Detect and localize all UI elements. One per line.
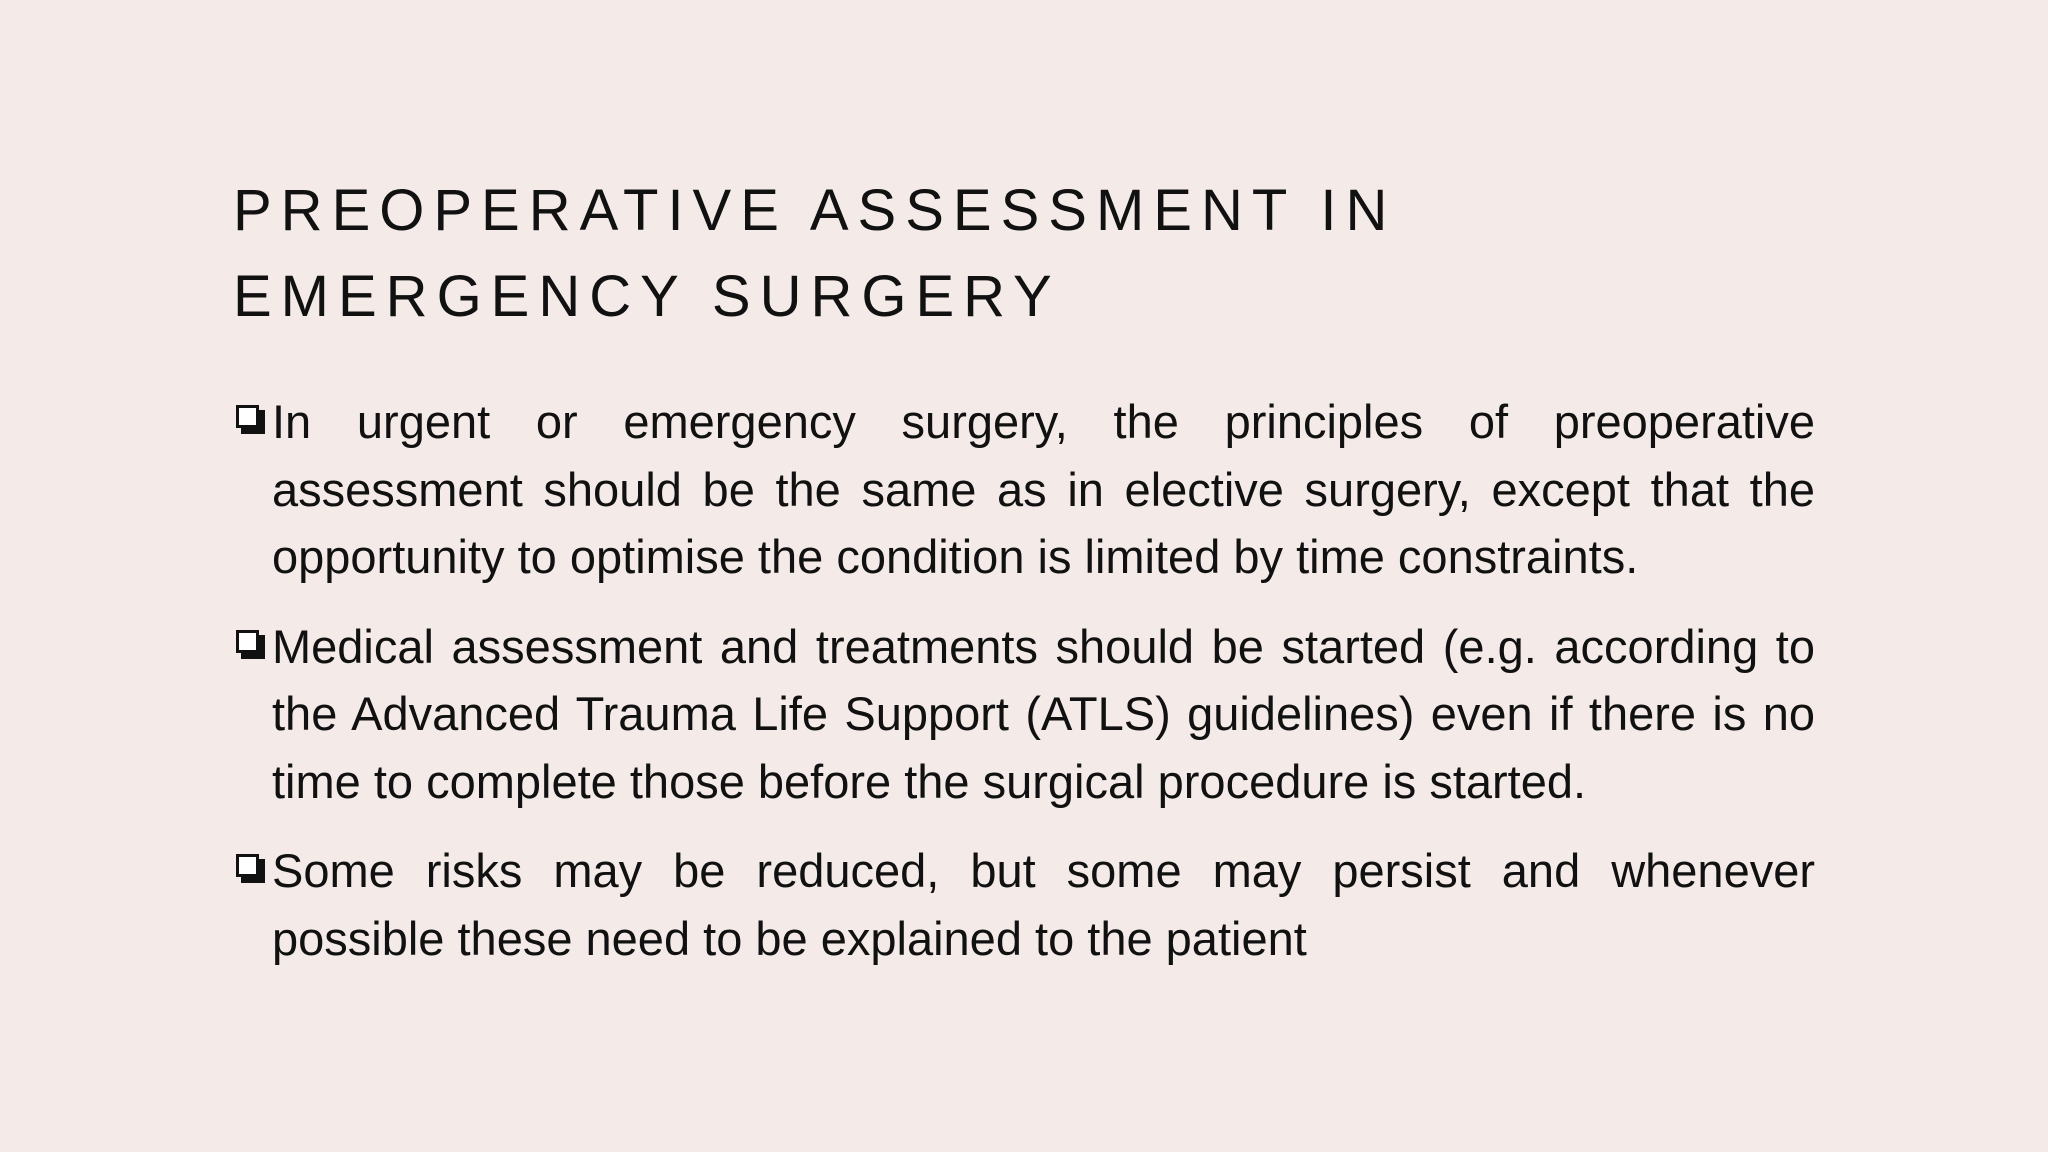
hollow-square-shadow-icon bbox=[236, 405, 266, 435]
bullet-item bbox=[233, 837, 1815, 972]
bullet-list bbox=[233, 388, 1815, 994]
hollow-square-shadow-icon bbox=[236, 630, 266, 660]
bullet-item bbox=[233, 388, 1815, 591]
bullet-item bbox=[233, 613, 1815, 816]
bullet-text: Medical assessment and treatments should be started (e.g. according to the Advanced Trauma Life Support (ATLS) guidelines) even if there is no time to complete those before the surgical procedure is started. bbox=[272, 619, 1815, 808]
hollow-square-shadow-icon bbox=[236, 854, 266, 884]
slide-title bbox=[233, 168, 1813, 340]
slide-title-line-2: EMERGENCY SURGERY bbox=[233, 264, 1061, 329]
bullet-text: Some risks may be reduced, but some may persist and whenever possible these need to be explained to the patient bbox=[272, 844, 1815, 965]
bullet-text: In urgent or emergency surgery, the principles of preoperative assessment should be the same as in elective surgery, except that the opportunity to optimise the condition is limited by time constraints. bbox=[272, 395, 1815, 583]
slide-title-line-1: PREOPERATIVE ASSESSMENT IN bbox=[233, 178, 1397, 243]
